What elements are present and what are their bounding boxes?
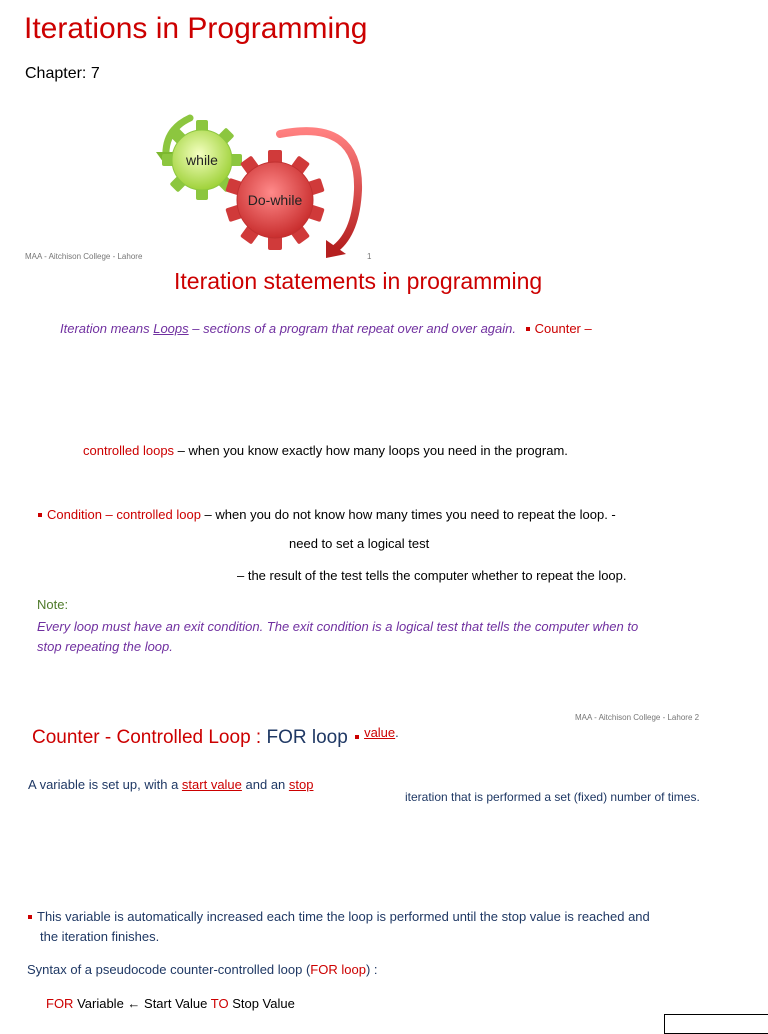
footer-2: MAA - Aitchison College - Lahore 2 xyxy=(575,713,700,722)
and-an: and an xyxy=(241,777,289,792)
code-for-keyword: FOR xyxy=(46,996,74,1011)
auto-increase-line-2: the iteration finishes. xyxy=(40,929,160,944)
code-middle: Variable ← Start Value xyxy=(73,996,211,1011)
variable-line xyxy=(28,777,313,792)
stop-term: stop xyxy=(288,777,314,792)
start-value-term: start value xyxy=(181,777,242,792)
value-word: value xyxy=(364,725,396,740)
intro-prefix: Iteration means xyxy=(60,321,154,336)
auto-increase-line-1 xyxy=(28,909,650,924)
bullet-icon xyxy=(355,735,359,739)
note-line-1: Every loop must have an exit condition. The exit condition is a logical test that tells the computer when to xyxy=(37,619,639,634)
auto-text-1: This variable is automatically increased each time the loop is performed until the stop value is reached and xyxy=(37,909,650,924)
condition-term: Condition – controlled loop xyxy=(47,507,201,522)
iteration-text: iteration that is performed a set (fixed) number of times. xyxy=(405,790,700,804)
syntax-line xyxy=(27,962,378,977)
code-to-keyword: TO xyxy=(210,996,229,1011)
value-dot: . xyxy=(395,725,399,740)
page-title: Iterations in Programming xyxy=(24,12,368,45)
large-gear-label: Do-while xyxy=(247,192,303,208)
var-prefix: A variable is set up, with a xyxy=(28,777,182,792)
result-text: – the result of the test tells the computer whether to repeat the loop. xyxy=(237,568,627,583)
controlled-loops-term: controlled loops xyxy=(83,443,175,458)
footer-page-number: 1 xyxy=(367,252,372,261)
loops-link: Loops xyxy=(153,321,189,336)
counter-prefix: Counter – xyxy=(534,321,592,336)
controlled-loops-desc: – when you know exactly how many loops you need in the program. xyxy=(174,443,568,458)
heading-blue-part: FOR loop xyxy=(266,727,348,748)
chapter-label: Chapter: 7 xyxy=(25,65,100,82)
iteration-intro xyxy=(60,321,592,336)
section-heading: Iteration statements in programming xyxy=(174,268,543,294)
syntax-prefix: Syntax of a pseudocode counter-controlled loop ( xyxy=(27,962,311,977)
intro-suffix: – sections of a program that repeat over and over again. xyxy=(188,321,517,336)
syntax-for-term: FOR loop xyxy=(310,962,366,977)
gears-illustration xyxy=(150,108,380,260)
condition-desc: – when you do not know how many times you need to repeat the loop. - xyxy=(200,507,616,522)
bullet-icon xyxy=(38,513,42,517)
condition-line xyxy=(38,507,616,522)
partial-box xyxy=(664,1014,768,1034)
note-label: Note: xyxy=(37,597,69,612)
bullet-icon xyxy=(526,327,530,331)
for-loop-heading xyxy=(32,727,399,749)
heading-red-part: Counter - Controlled Loop : xyxy=(32,727,267,748)
controlled-loops-line xyxy=(83,443,568,458)
bullet-icon xyxy=(28,915,32,919)
code-end: Stop Value xyxy=(228,996,295,1011)
pseudocode-line xyxy=(46,996,295,1011)
logical-test-text: need to set a logical test xyxy=(289,536,430,551)
small-gear-label: while xyxy=(186,152,218,168)
syntax-suffix: ) : xyxy=(365,962,378,977)
note-line-2: stop repeating the loop. xyxy=(37,639,173,654)
footer-left: MAA - Aitchison College - Lahore xyxy=(25,252,143,261)
